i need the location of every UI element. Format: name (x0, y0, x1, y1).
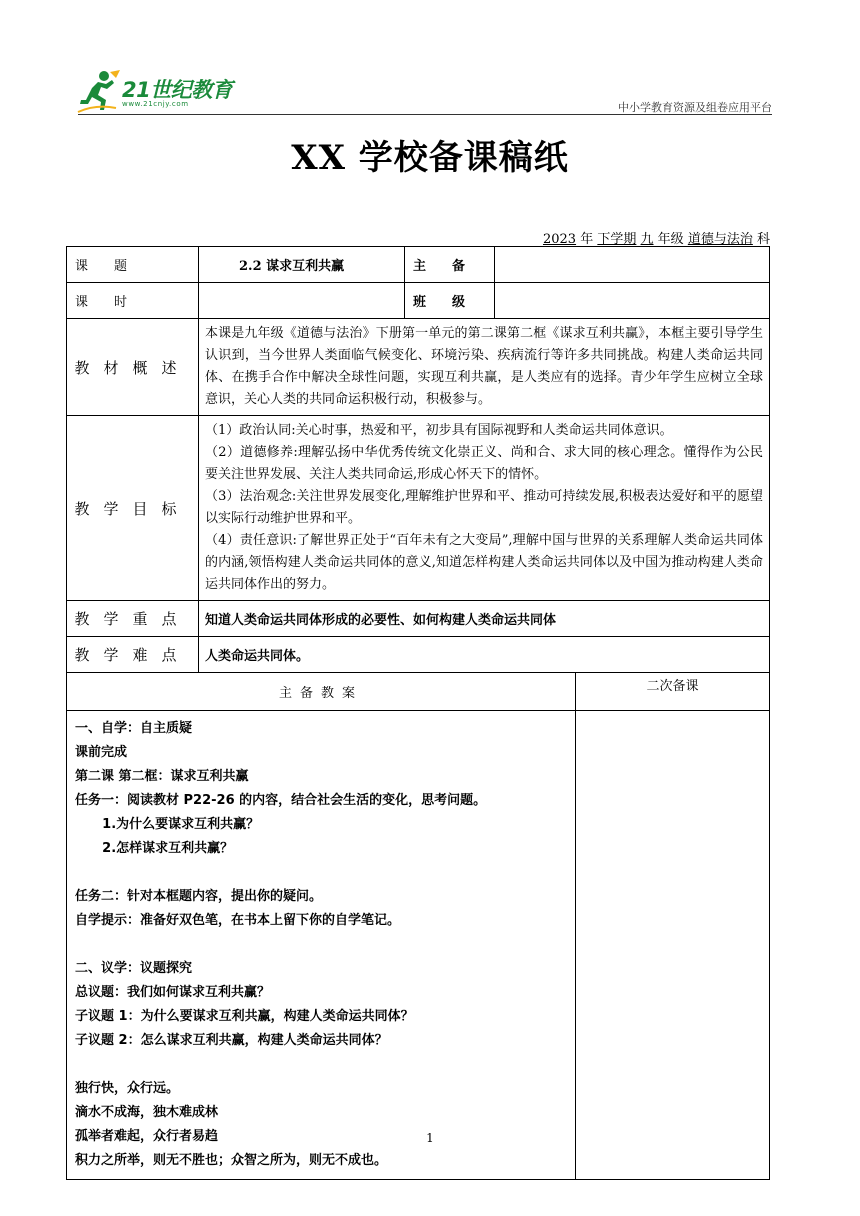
main-prep-label: 主 备 (405, 247, 495, 283)
plan-line: 总议题：我们如何谋求互利共赢？ (75, 985, 271, 1000)
plan-line: 第二课 第二框：谋求互利共赢 (75, 769, 249, 784)
plan-line: 孤举者难起，众行者易趋 (75, 1129, 219, 1144)
platform-name: 中小学教育资源及组卷应用平台 (618, 101, 772, 114)
overview-label (67, 319, 199, 416)
main-plan-content (67, 711, 576, 1180)
page-header (76, 66, 772, 118)
goal-item: （1）政治认同:关心时事，热爱和平，初步具有国际视野和人类命运共同体意识。 (205, 423, 673, 438)
class-value (495, 283, 770, 319)
class-label: 班 级 (405, 283, 495, 319)
goals-label-text: 教学目标 (74, 499, 191, 518)
plan-line: 独行快，众行远。 (75, 1081, 180, 1096)
plan-line: 任务二：针对本框题内容，提出你的疑问。 (75, 889, 323, 904)
key-point-text: 知道人类命运共同体形成的必要性、如何构建人类命运共同体 (199, 601, 770, 637)
logo (76, 66, 286, 118)
term-subject: 道德与法治 (687, 232, 753, 247)
overview-label-text: 教材概述 (74, 358, 191, 377)
plan-line: 2.怎样谋求互利共赢？ (75, 841, 234, 856)
page-number: 1 (426, 1131, 434, 1145)
plan-line: 积力之所举，则无不胜也；众智之所为，则无不成也。 (75, 1153, 388, 1168)
plan-line: 课前完成 (75, 745, 128, 760)
topic-label: 课 题 (67, 247, 199, 283)
term-grade: 九 (640, 232, 654, 247)
lesson-plan-table (66, 246, 770, 1180)
table-row (67, 416, 770, 601)
term-line (527, 228, 770, 247)
table-row (67, 247, 770, 283)
main-prep-value (495, 247, 770, 283)
header-divider (78, 114, 772, 115)
plan-line (75, 933, 567, 957)
second-plan-content (576, 711, 770, 1180)
table-row (67, 319, 770, 416)
term-subject-suffix: 科 (756, 232, 770, 247)
term-year-suffix: 年 (580, 232, 594, 247)
table-row (67, 637, 770, 673)
key-point-label: 教学重点 (67, 601, 199, 637)
goal-item: （3）法治观念:关注世界发展变化,理解维护世界和平、推动可持续发展,积极表达爱好和平的愿望以实际行动维护世界和平。 (205, 489, 763, 526)
plan-line: 滴水不成海，独木难成林 (75, 1105, 219, 1120)
plan-line (75, 861, 567, 885)
table-row (67, 283, 770, 319)
plan-line: 自学提示：准备好双色笔，在书本上留下你的自学笔记。 (75, 913, 401, 928)
term-semester: 下学期 (597, 232, 637, 247)
goal-item: （4）责任意识:了解世界正处于“百年未有之大变局”,理解中国与世界的关系理解人类命运共同体的内涵,领悟构建人类命运共同体的意义,知道怎样构建人类命运共同体以及中国为推动构建人类命运共同体作出的努力。 (205, 533, 763, 592)
page-title: XX 学校备课稿纸 (291, 138, 569, 178)
goals-label (67, 416, 199, 601)
hours-value (199, 283, 405, 319)
plan-line (75, 1053, 567, 1077)
table-row (67, 711, 770, 1180)
plan-line: 一、自学：自主质疑 (75, 721, 193, 736)
plan-line: 任务一：阅读教材 P22-26 的内容，结合社会生活的变化，思考问题。 (75, 793, 487, 808)
table-row (67, 601, 770, 637)
topic-value: 2.2 谋求互利共赢 (199, 247, 405, 283)
overview-text: 本课是九年级《道德与法治》下册第一单元的第二课第二框《谋求互利共赢》，本框主要引导学生认识到，当今世界人类面临气候变化、环境污染、疾病流行等许多共同挑战。构建人类命运共同体、在携手合作中解决全球性问题，实现互利共赢，是人类应有的选择。青少年学生应树立全球意识，关心人类的共同命运积极行动，积极参与。 (199, 319, 770, 416)
plan-line: 子议题 2：怎么谋求互利共赢，构建人类命运共同体？ (75, 1033, 388, 1048)
hours-label: 课 时 (67, 283, 199, 319)
runner-logo-icon (76, 68, 122, 114)
goal-item: （2）道德修养:理解弘扬中华优秀传统文化崇正义、尚和合、求大同的核心理念。懂得作为公民要关注世界发展、关注人类共同命运,形成心怀天下的情怀。 (205, 445, 763, 482)
plan-line: 子议题 1：为什么要谋求互利共赢，构建人类命运共同体？ (75, 1009, 414, 1024)
table-row (67, 673, 770, 711)
plan-line: 二、议学：议题探究 (75, 961, 193, 976)
goals-list (199, 416, 770, 601)
plan-line: 1.为什么要谋求互利共赢？ (75, 817, 260, 832)
difficulty-text: 人类命运共同体。 (199, 637, 770, 673)
main-plan-header: 主备教案 (67, 673, 576, 711)
term-year: 2023 (542, 232, 577, 247)
second-plan-header: 二次备课 (576, 673, 770, 711)
logo-text: 21世纪教育 (122, 78, 233, 102)
difficulty-label: 教学难点 (67, 637, 199, 673)
term-grade-suffix: 年级 (657, 232, 684, 247)
logo-url: www.21cnjy.com (122, 100, 189, 108)
